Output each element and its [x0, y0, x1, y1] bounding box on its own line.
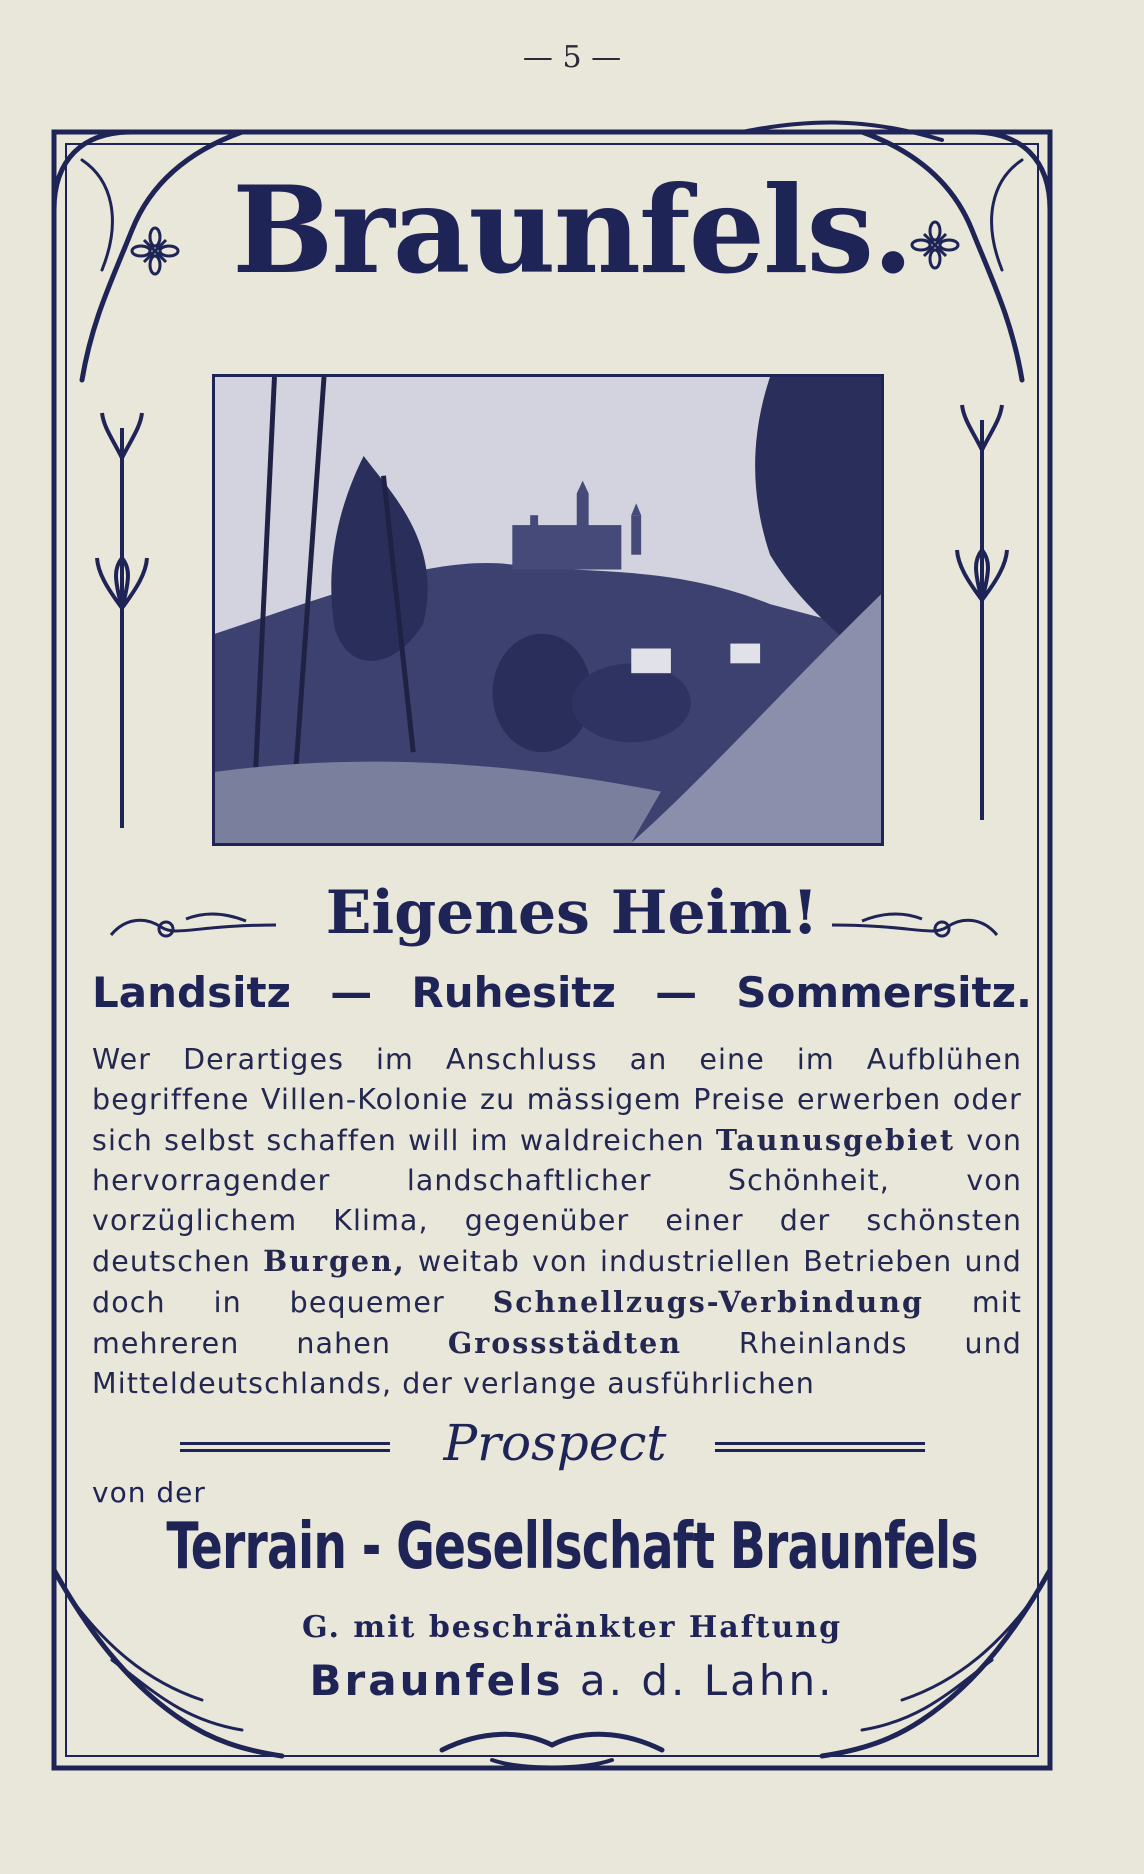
castle-landscape-icon	[215, 377, 881, 843]
tulip-stem-right-icon	[952, 400, 1012, 820]
tulip-stem-left-icon	[92, 408, 152, 828]
body-emphasis-schnellzugs: Schnellzugs-Verbindung	[492, 1285, 924, 1319]
double-rule-right	[715, 1442, 925, 1452]
rosette-left-icon	[130, 226, 180, 276]
body-emphasis-burgen: Burgen,	[263, 1244, 406, 1278]
double-rule-left	[180, 1442, 390, 1452]
body-text-segment: von hervorragender landschaftlicher Schönheit, von vorzüglichem Klima, gegenüber einer der schönsten deutschen	[92, 1124, 1022, 1278]
eigenes-heim-heading: Eigenes Heim!	[325, 878, 819, 948]
page-number: — 5 —	[522, 40, 622, 75]
company-address	[0, 1656, 1144, 1705]
subheading-dash: —	[655, 968, 698, 1017]
subheading-ruhesitz: Ruhesitz	[411, 968, 616, 1017]
company-legal-form: G. mit beschränkter Haftung	[301, 1610, 843, 1645]
prospect-word: Prospect	[443, 1414, 667, 1472]
town-title: Braunfels.	[232, 160, 912, 301]
body-text-segment: weitab von industriellen Betrieben und doch in bequemer	[92, 1245, 1022, 1319]
address-city: Braunfels	[309, 1656, 564, 1705]
body-emphasis-grossstaedten: Grossstädten	[447, 1326, 682, 1360]
rosette-right-icon	[910, 220, 960, 270]
address-rest: a. d. Lahn.	[563, 1656, 835, 1705]
body-text-segment: mit mehreren nahen	[92, 1286, 1022, 1360]
von-der-text: von der	[92, 1476, 206, 1509]
flourish-right-icon	[832, 905, 1002, 945]
body-emphasis-taunusgebiet: Taunusgebiet	[715, 1123, 956, 1157]
advertisement-body	[92, 1040, 1022, 1404]
body-text-segment: Wer Derartiges im Anschluss an eine im Aufblühen begriffene Villen-Kolonie zu mässigem Preise erwerben oder sich selbst schaffen will im waldreichen	[92, 1043, 1022, 1157]
castle-photograph	[212, 374, 884, 846]
body-text-segment: Rheinlands und Mitteldeutschlands, der verlange ausführlichen	[92, 1327, 1022, 1400]
company-name: Terrain - Gesellschaft Braunfels	[166, 1510, 978, 1584]
prospect-row	[180, 1414, 930, 1474]
subheading-sommersitz: Sommersitz.	[736, 968, 1032, 1017]
subheading-landsitz: Landsitz	[92, 968, 291, 1017]
subheading	[92, 968, 1032, 1017]
subheading-dash: —	[330, 968, 373, 1017]
